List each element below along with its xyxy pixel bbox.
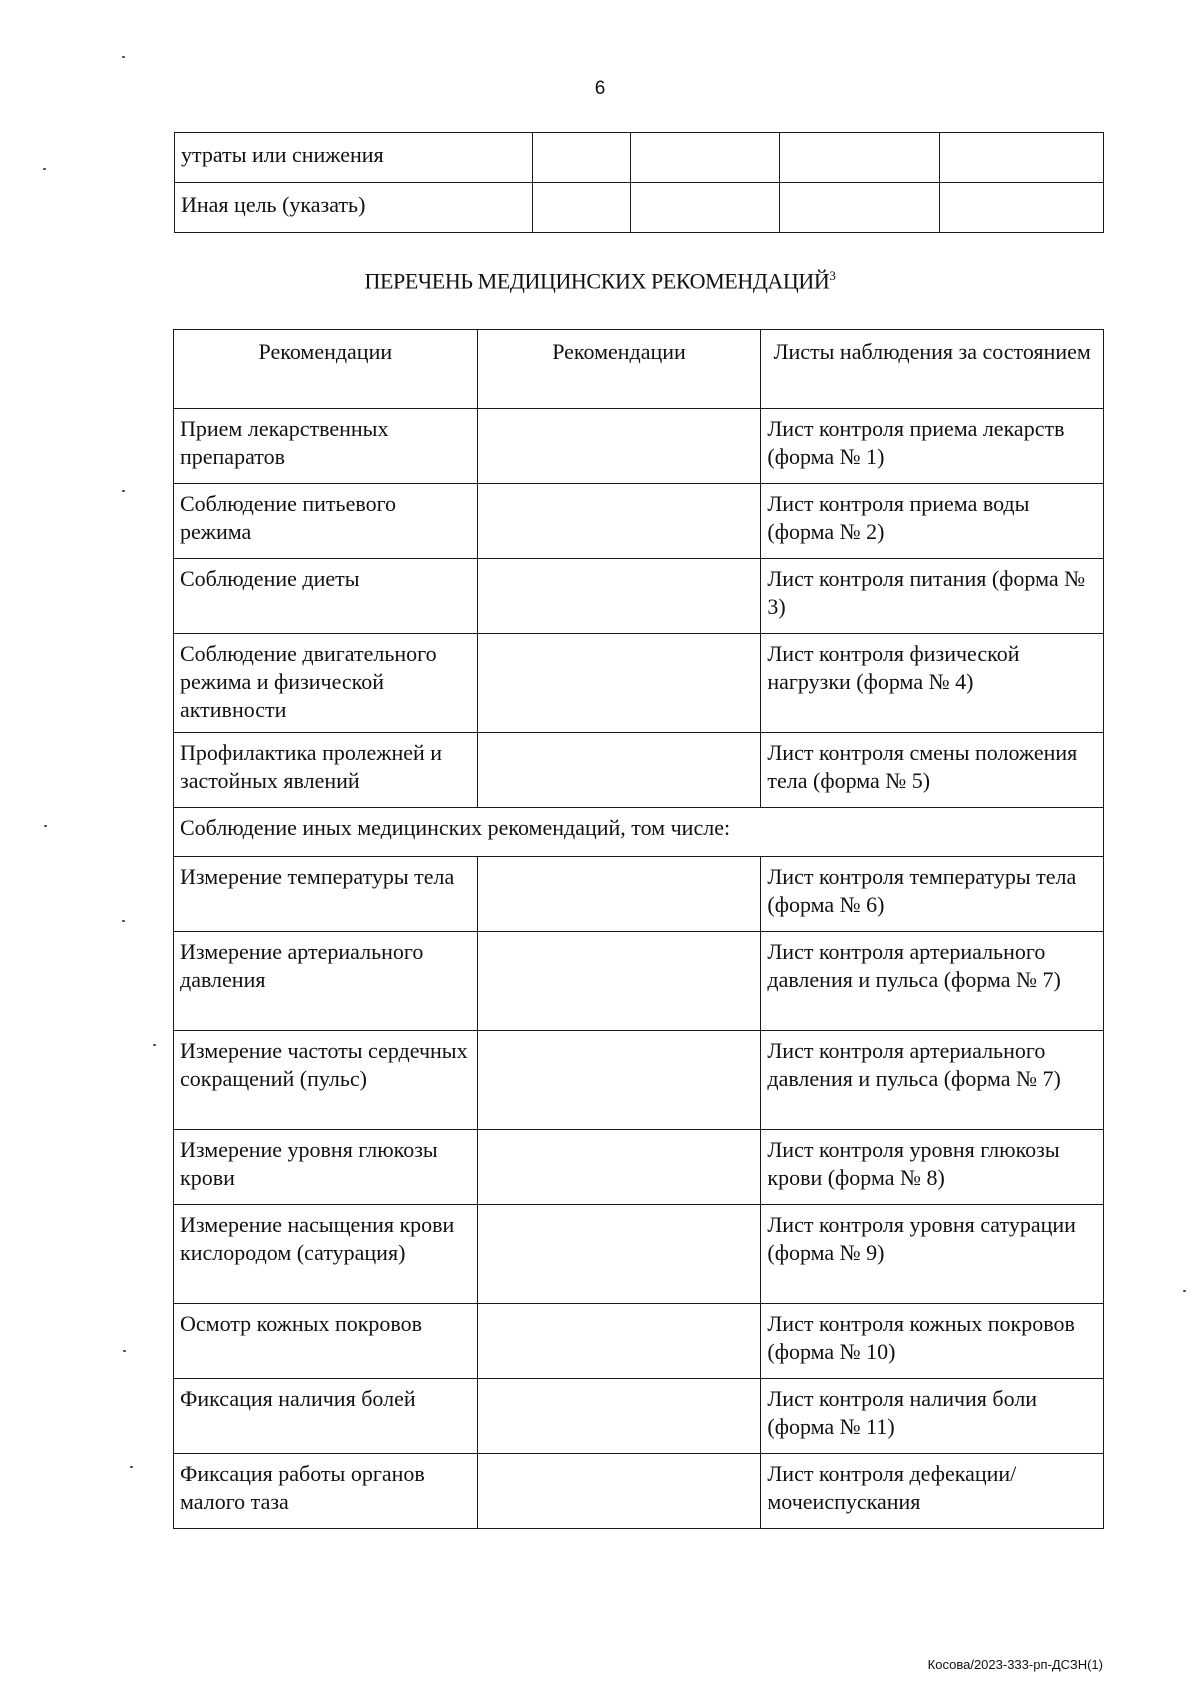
column-header: Рекомендации	[477, 330, 761, 409]
sheet-cell: Лист контроля уровня сатурации (форма № 9)	[761, 1205, 1104, 1304]
sheet-cell: Лист контроля кожных покровов (форма № 10)	[761, 1304, 1104, 1379]
note-cell	[477, 1031, 761, 1130]
note-cell	[477, 733, 761, 808]
recommendations-body-extra	[174, 857, 1104, 1529]
recommendation-cell: Соблюдение питьевого режима	[174, 484, 478, 559]
subsection-label: Соблюдение иных медицинских рекомендаций, том числе:	[174, 808, 1104, 857]
note-cell	[477, 409, 761, 484]
recommendation-cell: Фиксация работы органов малого таза	[174, 1454, 478, 1529]
table-row	[174, 634, 1104, 733]
sheet-cell: Лист контроля уровня глюкозы крови (форма № 8)	[761, 1130, 1104, 1205]
note-cell	[477, 1454, 761, 1529]
sheet-cell: Лист контроля приема воды (форма № 2)	[761, 484, 1104, 559]
footnote-marker: 3	[829, 268, 836, 283]
table-row	[174, 559, 1104, 634]
recommendation-cell: Соблюдение диеты	[174, 559, 478, 634]
note-cell	[477, 634, 761, 733]
note-cell	[477, 484, 761, 559]
recommendation-cell: Осмотр кожных покровов	[174, 1304, 478, 1379]
note-cell	[477, 857, 761, 932]
table-cell	[630, 183, 780, 233]
section-title-text: ПЕРЕЧЕНЬ МЕДИЦИНСКИХ РЕКОМЕНДАЦИЙ	[364, 268, 830, 294]
note-cell	[477, 1304, 761, 1379]
sheet-cell: Лист контроля наличия боли (форма № 11)	[761, 1379, 1104, 1454]
table-row	[174, 1304, 1104, 1379]
note-cell	[477, 1130, 761, 1205]
page-number: 6	[594, 78, 606, 99]
sheet-cell: Лист контроля физической нагрузки (форма № 4)	[761, 634, 1104, 733]
top-table	[174, 132, 1104, 233]
note-cell	[477, 1205, 761, 1304]
recommendation-cell: Измерение температуры тела	[174, 857, 478, 932]
subsection-row	[174, 808, 1104, 857]
column-header: Листы наблюдения за состоянием	[761, 330, 1104, 409]
recommendation-cell: Измерение артериального давления	[174, 932, 478, 1031]
recommendation-cell: Профилактика пролежней и застойных явлений	[174, 733, 478, 808]
table-cell: утраты или снижения	[175, 133, 533, 183]
table-row	[174, 1205, 1104, 1304]
sheet-cell: Лист контроля температуры тела (форма № 6)	[761, 857, 1104, 932]
table-row	[174, 1454, 1104, 1529]
note-cell	[477, 559, 761, 634]
table-header-row	[174, 330, 1104, 409]
table-row	[174, 409, 1104, 484]
table-cell: Иная цель (указать)	[175, 183, 533, 233]
recommendation-cell: Фиксация наличия болей	[174, 1379, 478, 1454]
table-cell	[940, 133, 1104, 183]
table-cell	[780, 183, 940, 233]
sheet-cell: Лист контроля питания (форма № 3)	[761, 559, 1104, 634]
sheet-cell: Лист контроля артериального давления и пульса (форма № 7)	[761, 932, 1104, 1031]
sheet-cell: Лист контроля смены положения тела (форма № 5)	[761, 733, 1104, 808]
recommendations-body	[174, 409, 1104, 808]
sheet-cell: Лист контроля дефекации/мочеиспускания	[761, 1454, 1104, 1529]
table-row	[174, 484, 1104, 559]
table-cell	[780, 133, 940, 183]
table-row	[175, 133, 1104, 183]
table-row	[174, 1130, 1104, 1205]
table-row	[174, 1031, 1104, 1130]
table-row	[174, 932, 1104, 1031]
table-row	[175, 183, 1104, 233]
table-row	[174, 733, 1104, 808]
note-cell	[477, 932, 761, 1031]
section-title	[0, 268, 1200, 294]
table-row	[174, 857, 1104, 932]
sheet-cell: Лист контроля приема лекарств (форма № 1)	[761, 409, 1104, 484]
recommendation-cell: Измерение частоты сердечных сокращений (пульс)	[174, 1031, 478, 1130]
table-cell	[630, 133, 780, 183]
table-cell	[532, 183, 630, 233]
table-cell	[940, 183, 1104, 233]
recommendation-cell: Прием лекарственных препаратов	[174, 409, 478, 484]
recommendation-cell: Соблюдение двигательного режима и физической активности	[174, 634, 478, 733]
recommendation-cell: Измерение уровня глюкозы крови	[174, 1130, 478, 1205]
recommendation-cell: Измерение насыщения крови кислородом (сатурация)	[174, 1205, 478, 1304]
table-cell	[532, 133, 630, 183]
table-row	[174, 1379, 1104, 1454]
recommendations-table	[173, 329, 1104, 1529]
column-header: Рекомендации	[174, 330, 478, 409]
document-footer: Косова/2023-333-рп-ДСЗН(1)	[927, 1657, 1103, 1672]
sheet-cell: Лист контроля артериального давления и пульса (форма № 7)	[761, 1031, 1104, 1130]
note-cell	[477, 1379, 761, 1454]
